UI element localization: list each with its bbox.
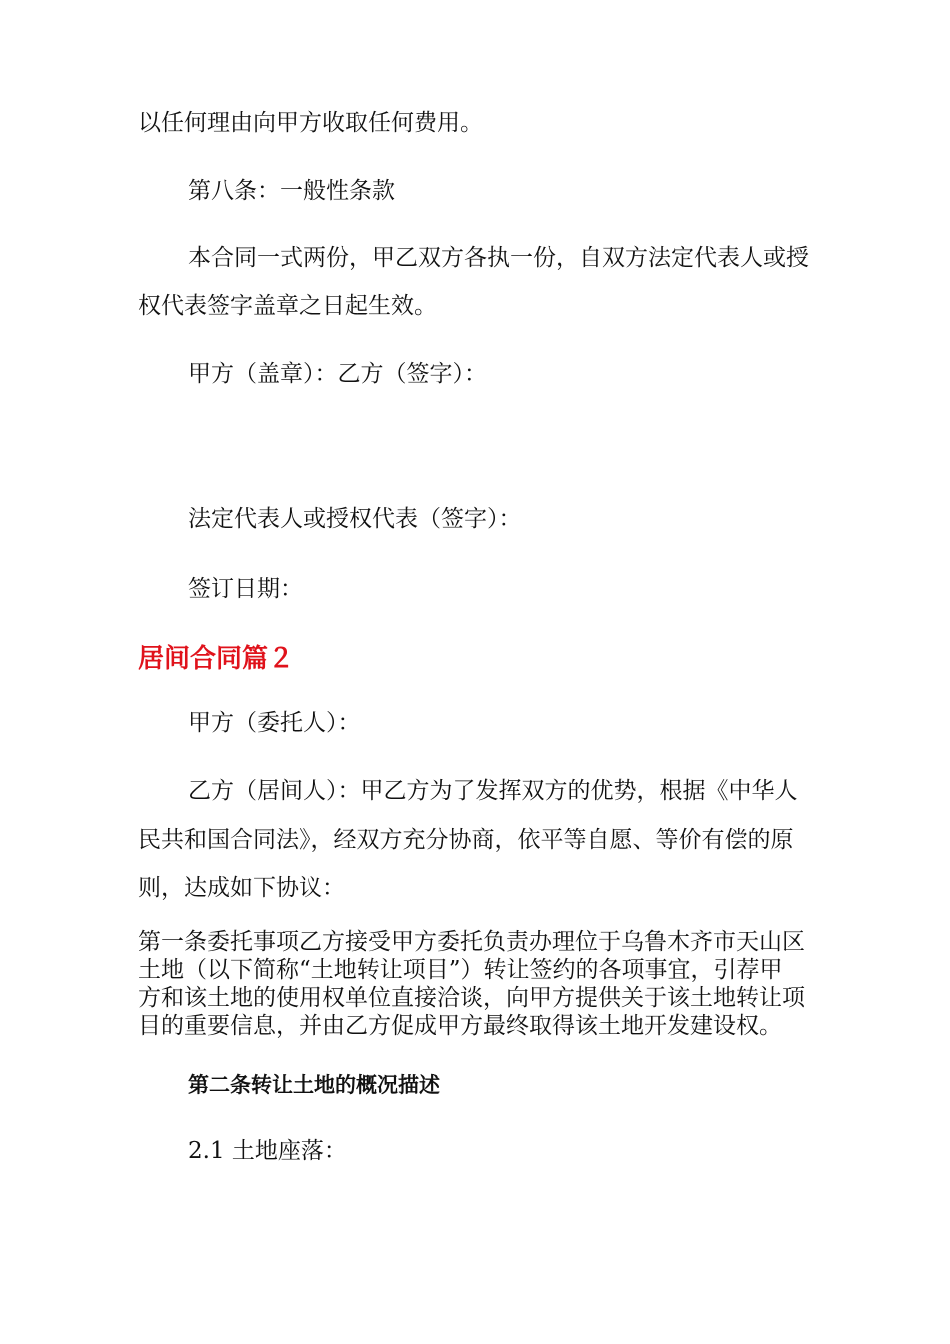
text-line: 方和该土地的使用权单位直接洽谈，向甲方提供关于该土地转让项 bbox=[138, 985, 805, 1011]
signature-parties: 甲方（盖章）：乙方（签字）： bbox=[188, 361, 487, 387]
text-line: 第一条委托事项乙方接受甲方委托负责办理位于乌鲁木齐市天山区 bbox=[138, 929, 805, 955]
text-line: 本合同一式两份，甲乙双方各执一份，自双方法定代表人或授 bbox=[188, 245, 809, 271]
text-line: 民共和国合同法》，经双方充分协商，依平等自愿、等价有偿的原 bbox=[138, 827, 794, 853]
land-location: 2.1 土地座落： bbox=[188, 1138, 347, 1164]
text-line: 目的重要信息，并由乙方促成甲方最终取得该土地开发建设权。 bbox=[138, 1013, 782, 1039]
text-line: 乙方（居间人）：甲乙方为了发挥双方的优势，根据《中华人 bbox=[188, 778, 798, 804]
legal-representative-signature: 法定代表人或授权代表（签字）： bbox=[188, 506, 522, 532]
text-line: 权代表签字盖章之日起生效。 bbox=[138, 293, 437, 319]
party-a-principal: 甲方（委托人）： bbox=[188, 710, 361, 736]
signing-date: 签订日期： bbox=[188, 576, 303, 602]
article-8-title: 第八条：一般性条款 bbox=[188, 178, 395, 204]
text-line: 土地（以下简称“土地转让项目”）转让签约的各项事宜，引荐甲 bbox=[138, 957, 783, 983]
article-2-title: 第二条转让土地的概况描述 bbox=[188, 1073, 440, 1097]
text-line: 则，达成如下协议： bbox=[138, 875, 345, 901]
section-heading: 居间合同篇２ bbox=[138, 644, 295, 674]
text-line: 以任何理由向甲方收取任何费用。 bbox=[138, 110, 483, 136]
